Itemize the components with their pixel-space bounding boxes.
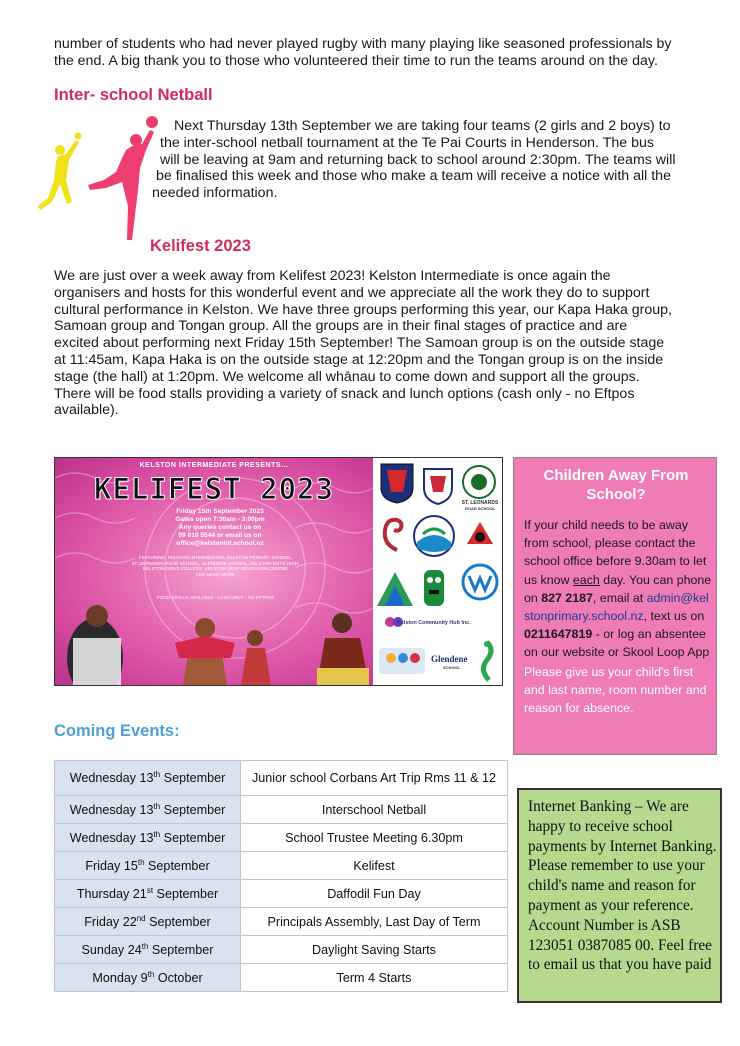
away-email-pre: , email at	[592, 590, 647, 605]
spider-logo-icon	[463, 518, 497, 552]
poster-presents-text: KELSTON INTERMEDIATE PRESENTS...	[139, 462, 289, 469]
children-away-title	[514, 466, 718, 504]
st-leonards-label	[457, 500, 503, 511]
kelifest-line: available).	[54, 402, 119, 419]
hub-label: Kelston Community Hub Inc.	[397, 620, 471, 626]
event-date: Monday 9th October	[55, 964, 241, 992]
away-text-number[interactable]: 0211647819	[524, 627, 593, 642]
away-white-note: Please give us your child's first and last name, room number and reason for absence.	[524, 664, 707, 716]
away-title-line: Children Away From	[543, 467, 689, 484]
poster-info-line: 09 818 5544 or email us on	[178, 532, 262, 540]
kelifest-heading: Kelifest 2023	[150, 237, 251, 255]
kelston-boys-logo-icon	[461, 562, 499, 602]
event-date: Wednesday 13th September	[55, 796, 241, 824]
table-row	[55, 908, 508, 936]
away-email-link[interactable]: admin@kelstonprimary.school.nz	[524, 590, 709, 624]
table-row	[55, 936, 508, 964]
kelifest-line: stage (the hall) at 1:20pm. We welcome all whānau to come down and support all the groups.	[54, 368, 640, 385]
netball-line: will be leaving at 9am and returning back to school around 2:30pm. The teams will	[160, 151, 676, 168]
tiki-logo-icon	[421, 568, 447, 608]
poster-title: KELIFEST 2023	[94, 472, 334, 506]
coming-events-table	[54, 760, 508, 992]
kelston-primary-logo-icon	[421, 466, 455, 506]
coming-events-heading: Coming Events:	[54, 722, 180, 740]
event-name: Junior school Corbans Art Trip Rms 11 & 12	[241, 761, 508, 796]
event-date: Thursday 21st September	[55, 880, 241, 908]
away-phone-pre: day. You can phone on	[524, 572, 712, 605]
away-each: each	[572, 572, 600, 587]
away-phone[interactable]: 827 2187	[541, 590, 593, 605]
netball-line: Next Thursday 13th September we are taking four teams (2 girls and 2 boys) to	[174, 118, 671, 134]
kelifest-line: Samoan group and Tongan group. All the groups are in their final stages of practice and are	[54, 318, 628, 335]
table-row	[55, 880, 508, 908]
netball-line: the inter-school netball tournament at the Te Pai Courts in Henderson. The bus	[160, 134, 654, 151]
netball-line: be finalised this week and those who make a team will receive a notice with all the	[156, 168, 671, 185]
away-intro: If your child needs to be away from school, please contact the school office before 9.30am to let us know	[524, 518, 707, 587]
event-date: Sunday 24th September	[55, 936, 241, 964]
table-row	[55, 964, 508, 992]
event-name: Term 4 Starts	[241, 964, 508, 992]
poster-fine-line: KELSTON GIRLS COLLEGE, KELSTON DEAF EDUCATION CENTRE	[143, 566, 288, 571]
event-name: Principals Assembly, Last Day of Term	[241, 908, 508, 936]
kelifest-line: There will be food stalls providing a variety of snack and lunch options (cash only - no Eftpos	[54, 385, 635, 402]
kelston-deaf-logo-icon	[411, 514, 457, 558]
away-title-line: School?	[586, 486, 646, 503]
kids-logo-icon	[377, 644, 427, 678]
mountain-logo-icon	[375, 568, 415, 610]
kelifest-line: excited about performing next Friday 15th September! The Samoan group is on the outside stage	[54, 335, 665, 352]
kelifest-line: at 11:45am, Kapa Haka is on the outside stage at 12:20pm and the Tongan group is on the inside	[54, 351, 664, 368]
kelifest-paragraph	[54, 268, 704, 419]
kelston-intermediate-logo-icon	[377, 462, 417, 504]
event-date: Friday 22nd September	[55, 908, 241, 936]
glendene-sub: SCHOOL	[443, 665, 461, 670]
gecko-logo-icon	[473, 640, 501, 682]
koru-logo-icon	[377, 514, 407, 554]
event-date: Wednesday 13th September	[55, 824, 241, 852]
poster-fine-line: ST LEONARDS ROAD SCHOOL, GLENDENE SCHOOL, KELSTON BOYS HIGH,	[131, 560, 300, 566]
event-name: Interschool Netball	[241, 796, 508, 824]
st-leonards-sub: ROAD SCHOOL	[465, 506, 495, 511]
away-text-pre: , text us on	[643, 609, 705, 624]
st-leonards-name: ST. LEONARDS	[461, 500, 499, 506]
st-leonards-logo-icon	[461, 464, 497, 500]
poster-fine-line: FOOD STALLS AVAILABLE - CASH ONLY - NO EFTPOS	[156, 595, 275, 600]
poster-sponsor-logos	[373, 458, 502, 685]
kelifest-line: cultural performance in Kelston. We have three groups performing this year, our Kapa Haka group,	[54, 301, 673, 318]
table-row	[55, 796, 508, 824]
netball-paragraph	[150, 118, 720, 202]
poster-fine-line: FEATURING: KELSTON INTERMEDIATE, KELSTON PRIMARY SCHOOL,	[138, 555, 293, 560]
poster-info-line: Any queries contact us on	[178, 524, 262, 532]
children-away-box	[513, 457, 717, 755]
netball-players-icon	[36, 110, 166, 245]
event-date: Friday 15th September	[55, 852, 241, 880]
event-name: Daylight Saving Starts	[241, 936, 508, 964]
glendene-label: Glendene	[431, 654, 468, 664]
poster-info-line: office@kelstonint.school.nz	[176, 540, 264, 548]
kelifest-line: organisers and hosts for this wonderful event and we appreciate all the work they do to support	[54, 284, 650, 301]
event-name: School Trustee Meeting 6.30pm	[241, 824, 508, 852]
internet-banking-text: Internet Banking – We are happy to receive school payments by Internet Banking. Please remember to use your child's name and reason for payment as your reference. Account Number is ASB 123051 0387085 00. Feel free to email us that you have paid	[528, 798, 717, 974]
poster-info	[155, 508, 285, 548]
intro-line: number of students who had never played rugby with many playing like seasoned professionals by	[54, 36, 672, 52]
table-row	[55, 761, 508, 796]
children-away-text	[524, 516, 712, 717]
table-row	[55, 852, 508, 880]
kelifest-line: We are just over a week away from Kelifest 2023! Kelston Intermediate is once again the	[54, 268, 611, 284]
internet-banking-box	[517, 788, 722, 1003]
performers-image	[55, 598, 373, 685]
netball-line: needed information.	[152, 185, 278, 202]
intro-paragraph	[54, 36, 694, 70]
kelifest-poster	[54, 457, 503, 686]
event-name: Kelifest	[241, 852, 508, 880]
poster-fine-line: AND MANY MORE	[195, 571, 236, 577]
event-name: Daffodil Fun Day	[241, 880, 508, 908]
poster-fine-print	[83, 555, 348, 601]
netball-heading: Inter- school Netball	[54, 86, 213, 104]
poster-info-line: Friday 15th September 2023	[176, 508, 264, 515]
away-text-post: - or log an absentee on our website or Skool Loop App	[524, 627, 710, 660]
table-row	[55, 824, 508, 852]
intro-line: the end. A big thank you to those who volunteered their time to run the teams around on the day.	[54, 52, 658, 69]
poster-info-line: Gates open 7:30am - 3:00pm	[175, 516, 265, 524]
event-date: Wednesday 13th September	[55, 761, 241, 796]
poster-main-panel	[55, 458, 373, 685]
